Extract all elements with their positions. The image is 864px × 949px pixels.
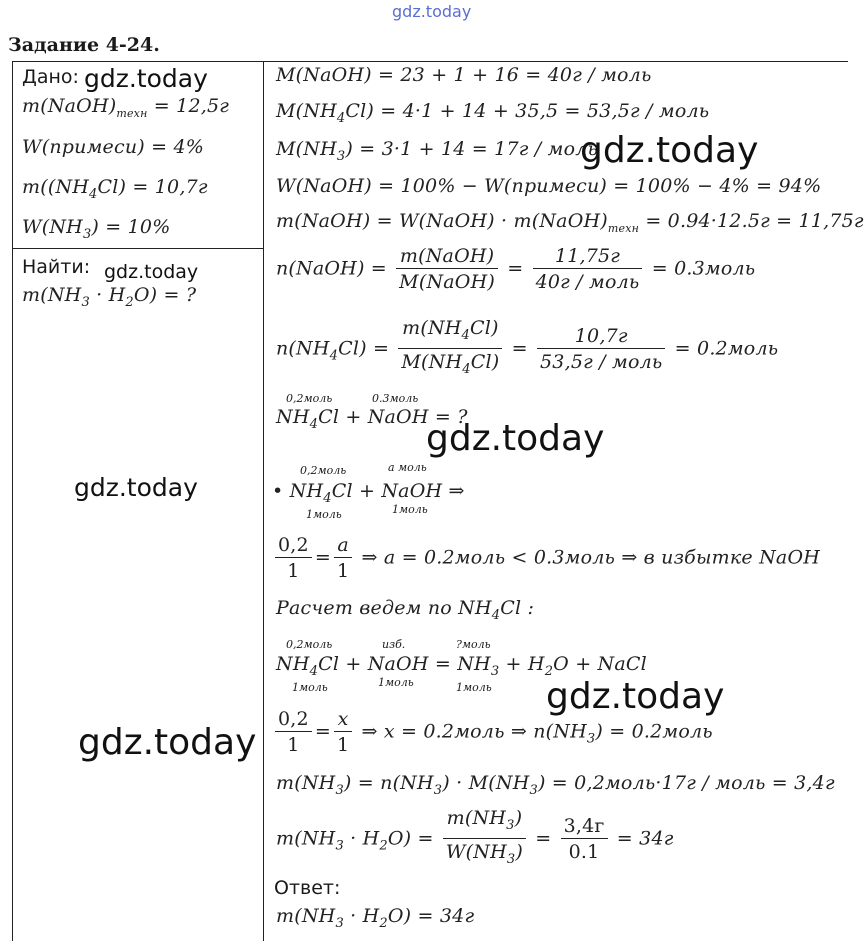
sol-reaction-full: $NH_4Cl$ + NaOH = $NH_3 + H_2O$ + NaCl [276, 653, 647, 679]
sol-proportion-x: $\frac{0,2}{1}$ = $\frac{x}{1}$ ⇒ x = 0.2моль ⇒ $n(NH_3)$ = 0.2моль [272, 707, 713, 758]
sol-fraction-naoh: W(NaOH) = 100% − W(примеси) = 100% − 4% = 94% [276, 175, 822, 197]
sol-molar-naoh: M(NaOH) = 23 + 1 + 16 = 40г / моль [276, 64, 652, 86]
sol-proportion-a: $\frac{0,2}{1}$ = $\frac{a}{1}$ ⇒ a = 0.2моль < 0.3моль ⇒ в избытке NaOH [272, 533, 820, 584]
given-line-fraction-nh3: $W(NH_3) = 10\%$ [22, 216, 171, 242]
find-line: $m(NH_3 \cdot H_2O)$ = ? [22, 284, 197, 310]
r3-under-naoh: 1моль [378, 676, 414, 689]
watermark-left-2: gdz.today [78, 722, 257, 763]
watermark-right-1: gdz.today [580, 130, 759, 171]
r3-over-nh3: ?моль [456, 638, 491, 651]
given-label: Дано: [22, 66, 79, 88]
sol-molar-nh4cl: $M(NH_4Cl) = 4\cdot 1 + 14 + 35,5 = 53,5г$ / моль [276, 100, 710, 126]
given-find-separator [12, 248, 263, 249]
watermark-find: gdz.today [104, 261, 199, 283]
sol-calc-by: Расчет ведем по $NH_4Cl$ : [276, 597, 535, 623]
r3-over-naoh: изб. [382, 638, 406, 651]
answer-line: $m(NH_3 \cdot H_2O) = 34г$ [276, 905, 475, 931]
table-divider [263, 61, 264, 941]
watermark-right-2: gdz.today [546, 676, 725, 717]
r2-over-nh4cl: 0,2моль [300, 464, 347, 477]
given-line-mass-naoh: $m(NaOH)_{техн} = 12,5г$ [22, 95, 230, 120]
r3-under-nh4cl: 1моль [292, 681, 328, 694]
r1-over-nh4cl: 0,2моль [286, 392, 333, 405]
sol-mass-nh3: $m(NH_3) = n(NH_3) \cdot M(NH_3)$ = 0,2моль·17г / моль = 3,4г [276, 772, 835, 798]
sol-moles-naoh: n(NaOH) = $\frac{\text{m(NaOH)}}{\text{M(NaOH)}}$ = $\frac{11,75г}{\text{40г / моль}}$ = 0.3моль [276, 245, 756, 293]
answer-label: Ответ: [274, 877, 341, 899]
sol-reaction-question: $NH_4Cl$ + NaOH = ? [276, 406, 468, 432]
sol-reaction-bullet: • $NH_4Cl$ + NaOH ⇒ [272, 480, 465, 506]
table-left-border [12, 61, 13, 941]
sol-mass-solution: $m(NH_3 \cdot H_2O)$ = $\frac{m(NH_3)}{W(NH_3)}$ = $\frac{3,4г}{0.1}$ = 34г [276, 807, 674, 867]
watermark-left: gdz.today [74, 473, 198, 502]
r2-under-nh4cl: 1моль [306, 508, 342, 521]
r3-under-nh3: 1моль [456, 681, 492, 694]
watermark-given: gdz.today [84, 64, 208, 93]
find-label: Найти: [22, 256, 91, 278]
table-top-border [12, 61, 848, 62]
sol-molar-nh3: $M(NH_3) = 3\cdot 1 + 14 = 17г$ / моль [276, 138, 599, 164]
r2-under-naoh: 1моль [392, 503, 428, 516]
watermark-top: gdz.today [392, 2, 472, 21]
r2-over-naoh: a моль [388, 461, 427, 474]
watermark-center: gdz.today [426, 418, 605, 459]
sol-moles-nh4cl: $n(NH_4Cl)$ = $\frac{m(NH_4Cl)}{M(NH_4Cl)}$ = $\frac{10,7г}{\text{53,5г / моль}}$ = 0.2моль [276, 317, 779, 377]
r3-over-nh4cl: 0,2моль [286, 638, 333, 651]
sol-mass-naoh: m(NaOH) = W(NaOH) · $m(NaOH)_{техн} = 0.94\cdot 12.5г = 11,75г$ [276, 210, 864, 235]
r1-over-naoh: 0.3моль [372, 392, 419, 405]
given-line-mass-nh4cl: $m((NH_4Cl) = 10,7г$ [22, 176, 208, 202]
given-line-impurity: W(примеси) = 4% [22, 136, 205, 158]
task-title: Задание 4-24. [8, 34, 160, 56]
